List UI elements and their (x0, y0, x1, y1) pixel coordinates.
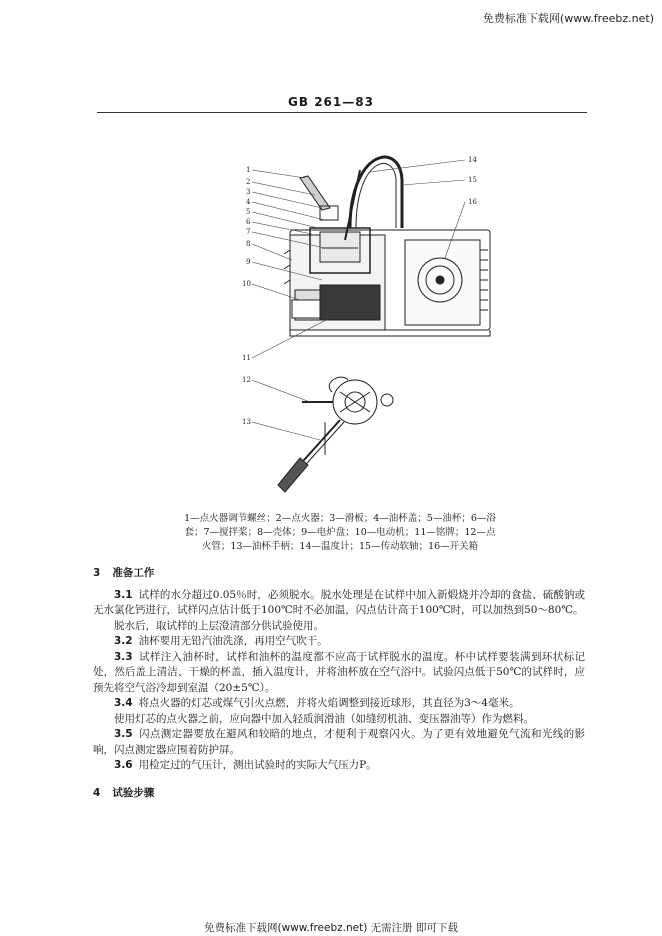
figure-label-4: 4 (246, 198, 251, 206)
figure-label-3: 3 (246, 188, 251, 196)
standard-number: GB 261—83 (288, 95, 374, 109)
clause-text: 闪点测定器要放在避风和较暗的地点，才便利于观察闪火。为了更有效地避免气流和光线的影响，闪点测定器应围着防护屏。 (93, 728, 585, 756)
oil-cup (320, 232, 360, 262)
figure-label-7: 7 (246, 228, 251, 236)
section-number: 4 (93, 786, 101, 799)
clause-text: 用检定过的气压计，测出试验时的实际大气压力P。 (138, 759, 377, 771)
section-title: 试验步骤 (112, 786, 155, 799)
figure-caption (175, 512, 505, 554)
figure-label-6: 6 (246, 218, 251, 226)
figure-label-16: 16 (468, 198, 477, 206)
paragraph-3-6 (93, 758, 585, 774)
figure-label-1: 1 (246, 166, 251, 174)
paragraph-3-3 (93, 650, 585, 697)
header-rule (97, 112, 587, 113)
figure-label-11: 11 (242, 354, 251, 362)
paragraph-3-4-cont (93, 712, 585, 728)
paragraph-3-4 (93, 696, 585, 712)
figure-label-2: 2 (246, 178, 251, 186)
figure-label-14: 14 (468, 156, 477, 164)
site-footer-text: 免费标准下载网(www.freebz.net) 无需注册 即可下载 (204, 922, 458, 934)
caption-line: 火管；13—油杯手柄；14—温度计；15—传动软轴；16—开关箱 (201, 541, 479, 552)
document-body (93, 566, 585, 807)
paragraph-3-1 (93, 588, 585, 619)
clause-number: 3.1 (114, 588, 133, 601)
section-4-heading (93, 786, 585, 802)
figure-label-9: 9 (246, 258, 251, 266)
figure-label-15: 15 (468, 176, 477, 184)
apparatus-figure (230, 140, 500, 500)
caption-line: 1—点火器调节螺丝；2—点火器；3—滑板；4—油杯盖；5—油杯；6—浴 (184, 513, 496, 524)
section-number: 3 (93, 567, 101, 579)
caption-line: 套；7—搅拌桨；8—壳体；9—电炉盘；10—电动机；11—铭牌；12—点 (184, 527, 496, 538)
nameplate (292, 300, 320, 318)
section-3-heading (93, 566, 585, 582)
section-title: 准备工作 (112, 567, 155, 579)
paragraph-3-2 (93, 634, 585, 650)
clause-number: 3.5 (114, 728, 133, 740)
flexible-shaft (350, 157, 402, 228)
paragraph-3-5 (93, 727, 585, 758)
figure-label-12: 12 (242, 376, 251, 384)
site-header-text: 免费标准下载网(www.freebz.net) (482, 12, 654, 25)
motor-block (320, 285, 380, 320)
clause-text: 试样的水分超过0.05％时，必须脱水。脱水处理是在试样中加入新煅烧并冷却的食盐、硫酸钠或无水氯化钙进行，试样闪点估计低于100℃时不必加温，闪点估计高于100℃时，可以加热到50～80℃。 (93, 588, 585, 616)
figure-label-10: 10 (242, 280, 251, 288)
paragraph-3-1-cont (93, 619, 585, 635)
clause-text: 将点火器的灯芯或煤气引火点燃，并将火焰调整到接近球形，其直径为3～4毫米。 (138, 697, 520, 709)
clause-number: 3.3 (114, 650, 133, 663)
clause-text: 试样注入油杯时，试样和油杯的温度都不应高于试样脱水的温度。杯中试样要装满到环状标记处，然后盖上清洁、干燥的杯盖，插入温度计，并将油杯放在空气浴中。试验闪点低于50℃的试样时，应预先将空气浴冷却到室温（20±5℃）。 (93, 650, 585, 694)
figure-label-8: 8 (246, 240, 251, 248)
clause-number: 3.2 (114, 635, 133, 647)
clause-text: 脱水后，取试样的上层澄清部分供试验使用。 (114, 619, 324, 632)
figure-label-5: 5 (246, 208, 251, 216)
clause-number: 3.6 (114, 759, 133, 771)
clause-text: 使用灯芯的点火器之前，应向器中加入轻质润滑油（如缝纫机油、变压器油等）作为燃料。 (114, 712, 534, 725)
figure-label-13: 13 (242, 418, 251, 426)
clause-text: 油杯要用无铅汽油洗涤，再用空气吹干。 (138, 635, 328, 647)
clause-number: 3.4 (114, 697, 133, 709)
